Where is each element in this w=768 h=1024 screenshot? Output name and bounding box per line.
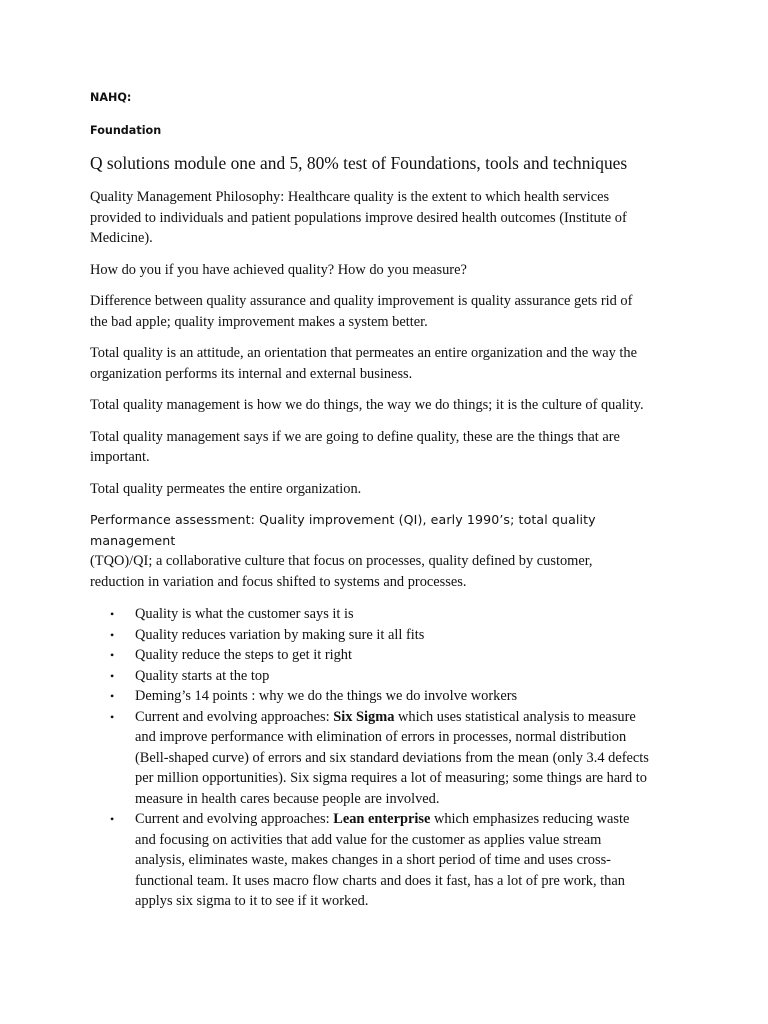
list-item-text: Quality is what the customer says it is — [135, 606, 354, 622]
paragraph-tq-permeates: Total quality permeates the entire organization. — [90, 480, 362, 497]
bullet-icon: • — [110, 709, 115, 724]
list-item — [90, 707, 650, 810]
paragraph-achieved-quality: How do you if you have achieved quality? How do you measure? — [90, 261, 467, 278]
list-item — [90, 604, 650, 625]
paragraph-quality-philosophy: Quality Management Philosophy: Healthcare quality is the extent to which health services provided to individuals and patient populations improve desired health outcomes (Institute of Medicine). — [90, 189, 627, 246]
bullet-icon: • — [110, 689, 115, 703]
list-item-text-after: which uses statistical analysis to measure and improve performance with elimination of errors in processes, normal distribution (Bell-shaped curve) of errors and six standard deviations from the mean (only 3.4 defects per million opportunities). Six sigma requires a lot of measuring; some things are hard to measure in health cares because people are involved. — [135, 708, 649, 807]
list-item — [90, 625, 650, 646]
paragraph-tqm-how: Total quality management is how we do things, the way we do things; it is the culture of quality. — [90, 397, 644, 413]
list-item-text: Quality reduces variation by making sure it all fits — [135, 626, 425, 643]
paragraph-tqm-define: Total quality management says if we are going to define quality, these are the things that are important. — [90, 428, 620, 465]
list-item — [90, 809, 650, 912]
list-item — [90, 645, 650, 666]
document-title: Q solutions module one and 5, 80% test of Foundations, tools and techniques — [90, 153, 628, 173]
six-sigma-term: Six Sigma — [333, 708, 395, 725]
list-item — [90, 686, 650, 707]
list-item-text: Quality starts at the top — [135, 667, 270, 684]
document-page — [90, 90, 650, 912]
paragraph-qa-vs-qi: Difference between quality assurance and quality improvement is quality assurance gets rid of the bad apple; quality improvement makes a system better. — [90, 293, 633, 330]
performance-rest: (TQO)/QI; a collaborative culture that focus on processes, quality defined by customer, reduction in variation and focus shifted to systems and processes. — [90, 553, 593, 590]
section-heading: Foundation — [90, 124, 162, 137]
paragraph-performance-assessment — [90, 510, 650, 592]
bullet-icon: • — [110, 648, 115, 662]
list-item-text: Deming’s 14 points : why we do the things we do involve workers — [135, 688, 518, 704]
org-heading: NAHQ: — [90, 91, 132, 104]
bullet-icon: • — [110, 668, 115, 683]
paragraph-total-quality: Total quality is an attitude, an orientation that permeates an entire organization and the way the organization performs its internal and external business. — [90, 345, 637, 382]
list-item — [90, 666, 650, 687]
performance-lead: Performance assessment: Quality improvement (QI), early 1990’s; total quality management — [90, 512, 596, 548]
bullet-icon: • — [110, 812, 115, 826]
list-item-text-before: Current and evolving approaches: — [135, 708, 334, 725]
bullet-list — [90, 604, 650, 912]
list-item-text: Quality reduce the steps to get it right — [135, 647, 353, 663]
list-item-text-after: which emphasizes reducing waste and focusing on activities that add value for the customer as applies value stream analysis, eliminates waste, makes changes in a short period of time and uses cross-functional team. It uses macro flow charts and does it fast, has a lot of pre work, than applys six sigma to it to see if it worked. — [135, 811, 630, 909]
lean-enterprise-term: Lean enterprise — [333, 811, 431, 827]
bullet-icon: • — [110, 607, 115, 621]
list-item-text-before: Current and evolving approaches: — [135, 811, 334, 827]
bullet-icon: • — [110, 627, 115, 642]
